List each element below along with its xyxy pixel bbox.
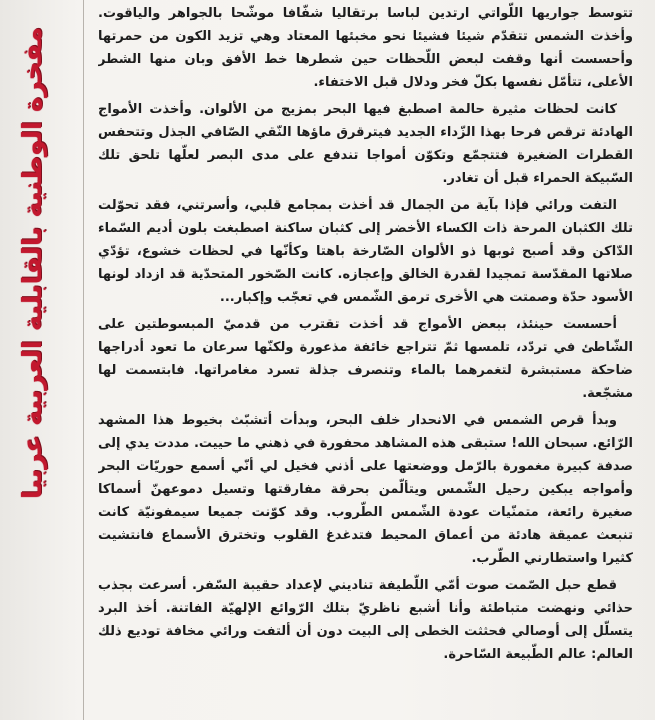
- paragraph: التفت ورائي فإذا بآية من الجمال قد أخذت بمجامع قلبي، وأسرتني، فقد تحوّلت تلك الكثبان المرحة ذات الكساء الأخضر إلى كثبان ساكنة اصطبغت بلون أديم السّماء الدّاكن وقد أصبح ثوبها ذو الألوان الصّارخة باهتا وكأنّها في لحظات خشوع، تؤدّي صلاتها المقدّسة تمجيدا لقدرة الخالق وإعجازه. كانت الصّخور المتحدّية قد ازداد لونها الأسود حدّة وصمتت هي الأخرى ترمق الشّمس في تعجّب وإكبار...: [98, 198, 633, 305]
- paragraph: قطع حبل الصّمت صوت أمّي اللّطيفة تناديني لإعداد حقيبة السّفر. أسرعت بجذب حذائي ونهضت متباطئة وأنا أشبع ناظريّ بتلك الرّوائع الإلهيّة الفاتنة. أخذ البرد يتسلّل إلى أوصالي فحثثت الخطى إلى البيت دون أن ألتفت ورائي مخافة توديع ذلك العالم: عالم الطّبيعة السّاحرة.: [98, 578, 633, 662]
- paragraph: كانت لحظات مثيرة حالمة اصطبغ فيها البحر بمزيج من الألوان. وأخذت الأمواج الهادئة ترقص فرحا بهذا الزّداء الجديد فيترقرق ماؤها النّقي الصّافي الجذل وتتحفس القطرات الضغيرة فتتجمّع وتكوّن أمواجا تندفع على مدى البصر لعلّها تلحق تلك السّبيكة الحمراء قبل أن تغادر.: [98, 102, 633, 186]
- paragraph: تتوسط جواريها اللّواتي ارتدين لباسا برتقاليا شفّافا موشّحا بالجواهر والياقوت. وأخذت الشمس تتقدّم شيئا فشيئا نحو مخبئها المعتاد وهي تزيد الكون من حمرتها وأحسست أنها وقفت لبعض اللّحظات حين شطرها خط الأفق وبان منها الشطر الأعلى، تتأمّل نفسها بكلّ فخر ودلال قبل الاختفاء.: [98, 6, 633, 90]
- vertical-side-title: [8, 26, 58, 499]
- margin-divider: [83, 0, 84, 720]
- article-body: [98, 2, 633, 718]
- side-title-text: مفخرة الوطنية بالقابلية العربية عربيا: [18, 26, 48, 499]
- paragraph: أحسست حينئذ، ببعض الأمواج قد أخذت تقترب من قدميّ المبسوطتين على الشّاطئ في تردّد، تلمسها ثمّ تتراجع خائفة مذعورة ولكنّها سرعان ما تعود أدراجها ضاحكة مستبشرة لتغمرهما بالماء وتنصرف جذلة تسرد مغامراتها. فابتسمت لها مشجّعة.: [98, 317, 633, 401]
- paragraph: وبدأ قرص الشمس في الانحدار خلف البحر، وبدأت أتشبّث بخيوط هذا المشهد الرّائع. سبحان الله! ستبقى هذه المشاهد محفورة في ذهني ما حييت. مددت يدي إلى صدفة كبيرة مغمورة بالرّمل ووضعتها على أذني فخيل لي أنّي أسمع حوريّات البحر وأمواجه يبكين رحيل الشّمس ويتألّمن بحرقة مفارقتها وتسيل دموعهنّ أسماكا صغيرة رائعة، متمنّيات عودة الشّمس الطّروب. وقد كوّنت جميعا سيمفونيّة كانت تنبعث عميقة هادئة من أعماق المحيط فتدغدغ القلوب وتخترق الأسماع فانتشيت كثيرا واستطارني الطّرب.: [98, 413, 633, 566]
